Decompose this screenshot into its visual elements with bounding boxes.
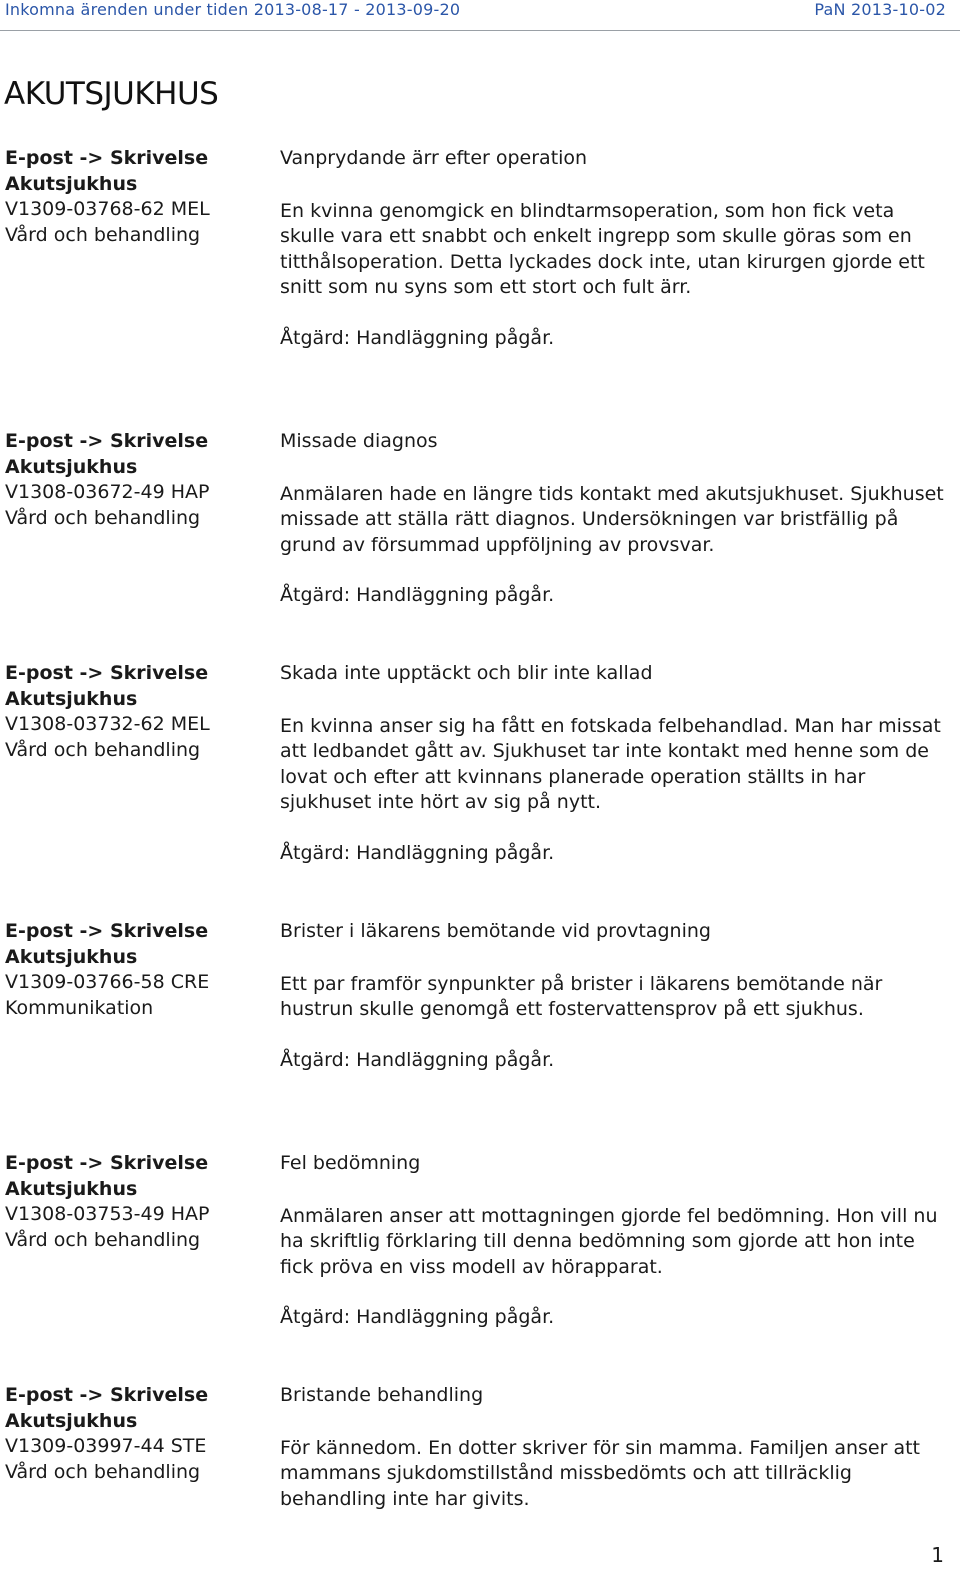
case-meta	[5, 146, 265, 248]
page-number: 1	[931, 1543, 944, 1567]
case-body: En kvinna anser sig ha fått en fotskada felbehandlad. Man har missat att ledbandet gått av. Sjukhuset tar inte kontakt med henne som de lovat och efter att kvinnans planerade operation ställts in har sjukhuset inte hört av sig på nytt.	[280, 714, 941, 813]
case-unit: Akutsjukhus	[5, 172, 138, 195]
case-category: Kommunikation	[5, 996, 154, 1019]
case-unit: Akutsjukhus	[5, 455, 138, 478]
case-body: För kännedom. En dotter skriver för sin mamma. Familjen anser att mammans sjukdomstillstånd missbedömts och att tillräcklig behandling inte har givits.	[280, 1436, 920, 1510]
case-subject: Bristande behandling	[280, 1384, 484, 1406]
case-action: Åtgärd: Handläggning pågår.	[280, 841, 555, 864]
case-content	[280, 1383, 950, 1512]
case-unit: Akutsjukhus	[5, 945, 138, 968]
case-id: V1309-03997-44 STE	[5, 1435, 207, 1457]
case-meta	[5, 661, 265, 763]
case-action: Åtgärd: Handläggning pågår.	[280, 1048, 555, 1071]
header-date: PaN 2013-10-02	[814, 0, 946, 19]
case-channel: E-post -> Skrivelse	[5, 662, 209, 684]
case-content	[280, 1151, 950, 1331]
case-meta	[5, 1151, 265, 1253]
header-report-title: Inkomna ärenden under tiden 2013-08-17 - 2013-09-20	[5, 0, 461, 19]
case-content	[280, 919, 950, 1073]
case-content	[280, 146, 950, 351]
case-category: Vård och behandling	[5, 1460, 201, 1483]
case-subject: Skada inte upptäckt och blir inte kallad	[280, 662, 653, 684]
case-body: En kvinna genomgick en blindtarmsoperation, som hon fick veta skulle vara ett snabbt och enkelt ingrepp som skulle göras som en titthålsoperation. Detta lyckades dock inte, utan kirurgen gjorde ett snitt som nu syns som ett stort och fult ärr.	[280, 199, 925, 298]
case-id: V1308-03672-49 HAP	[5, 481, 210, 503]
case-body: Anmälaren anser att mottagningen gjorde fel bedömning. Hon vill nu ha skriftlig förklaring till denna bedömning som gjorde att hon inte fick pröva en viss modell av hörapparat.	[280, 1204, 938, 1278]
case-unit: Akutsjukhus	[5, 1409, 138, 1432]
case-id: V1309-03768-62 MEL	[5, 198, 210, 220]
case-subject: Brister i läkarens bemötande vid provtagning	[280, 920, 711, 942]
case-meta	[5, 429, 265, 531]
case-channel: E-post -> Skrivelse	[5, 1384, 209, 1406]
page-header	[0, 0, 960, 31]
case-body: Ett par framför synpunkter på brister i läkarens bemötande när hustrun skulle genomgå ett fostervattensprov på ett sjukhus.	[280, 972, 883, 1020]
case-action: Åtgärd: Handläggning pågår.	[280, 326, 555, 349]
case-id: V1308-03732-62 MEL	[5, 713, 210, 735]
case-subject: Vanprydande ärr efter operation	[280, 147, 588, 169]
case-unit: Akutsjukhus	[5, 687, 138, 710]
case-meta	[5, 1383, 265, 1485]
case-unit: Akutsjukhus	[5, 1177, 138, 1200]
case-channel: E-post -> Skrivelse	[5, 1152, 209, 1174]
case-body: Anmälaren hade en längre tids kontakt med akutsjukhuset. Sjukhuset missade att ställa rätt diagnos. Undersökningen var bristfällig på grund av försummad uppföljning av provsvar.	[280, 482, 944, 556]
case-category: Vård och behandling	[5, 738, 201, 761]
case-id: V1309-03766-58 CRE	[5, 971, 210, 993]
case-channel: E-post -> Skrivelse	[5, 430, 209, 452]
case-action: Åtgärd: Handläggning pågår.	[280, 1306, 555, 1328]
case-category: Vård och behandling	[5, 223, 201, 246]
case-meta	[5, 919, 265, 1021]
case-action: Åtgärd: Handläggning pågår.	[280, 584, 555, 606]
case-channel: E-post -> Skrivelse	[5, 147, 209, 169]
case-category: Vård och behandling	[5, 506, 201, 529]
case-content	[280, 661, 950, 866]
case-category: Vård och behandling	[5, 1228, 201, 1251]
case-channel: E-post -> Skrivelse	[5, 920, 209, 942]
case-id: V1308-03753-49 HAP	[5, 1203, 210, 1225]
page-title: AKUTSJUKHUS	[4, 76, 219, 112]
case-subject: Fel bedömning	[280, 1152, 421, 1174]
case-content	[280, 429, 950, 609]
case-subject: Missade diagnos	[280, 430, 438, 452]
